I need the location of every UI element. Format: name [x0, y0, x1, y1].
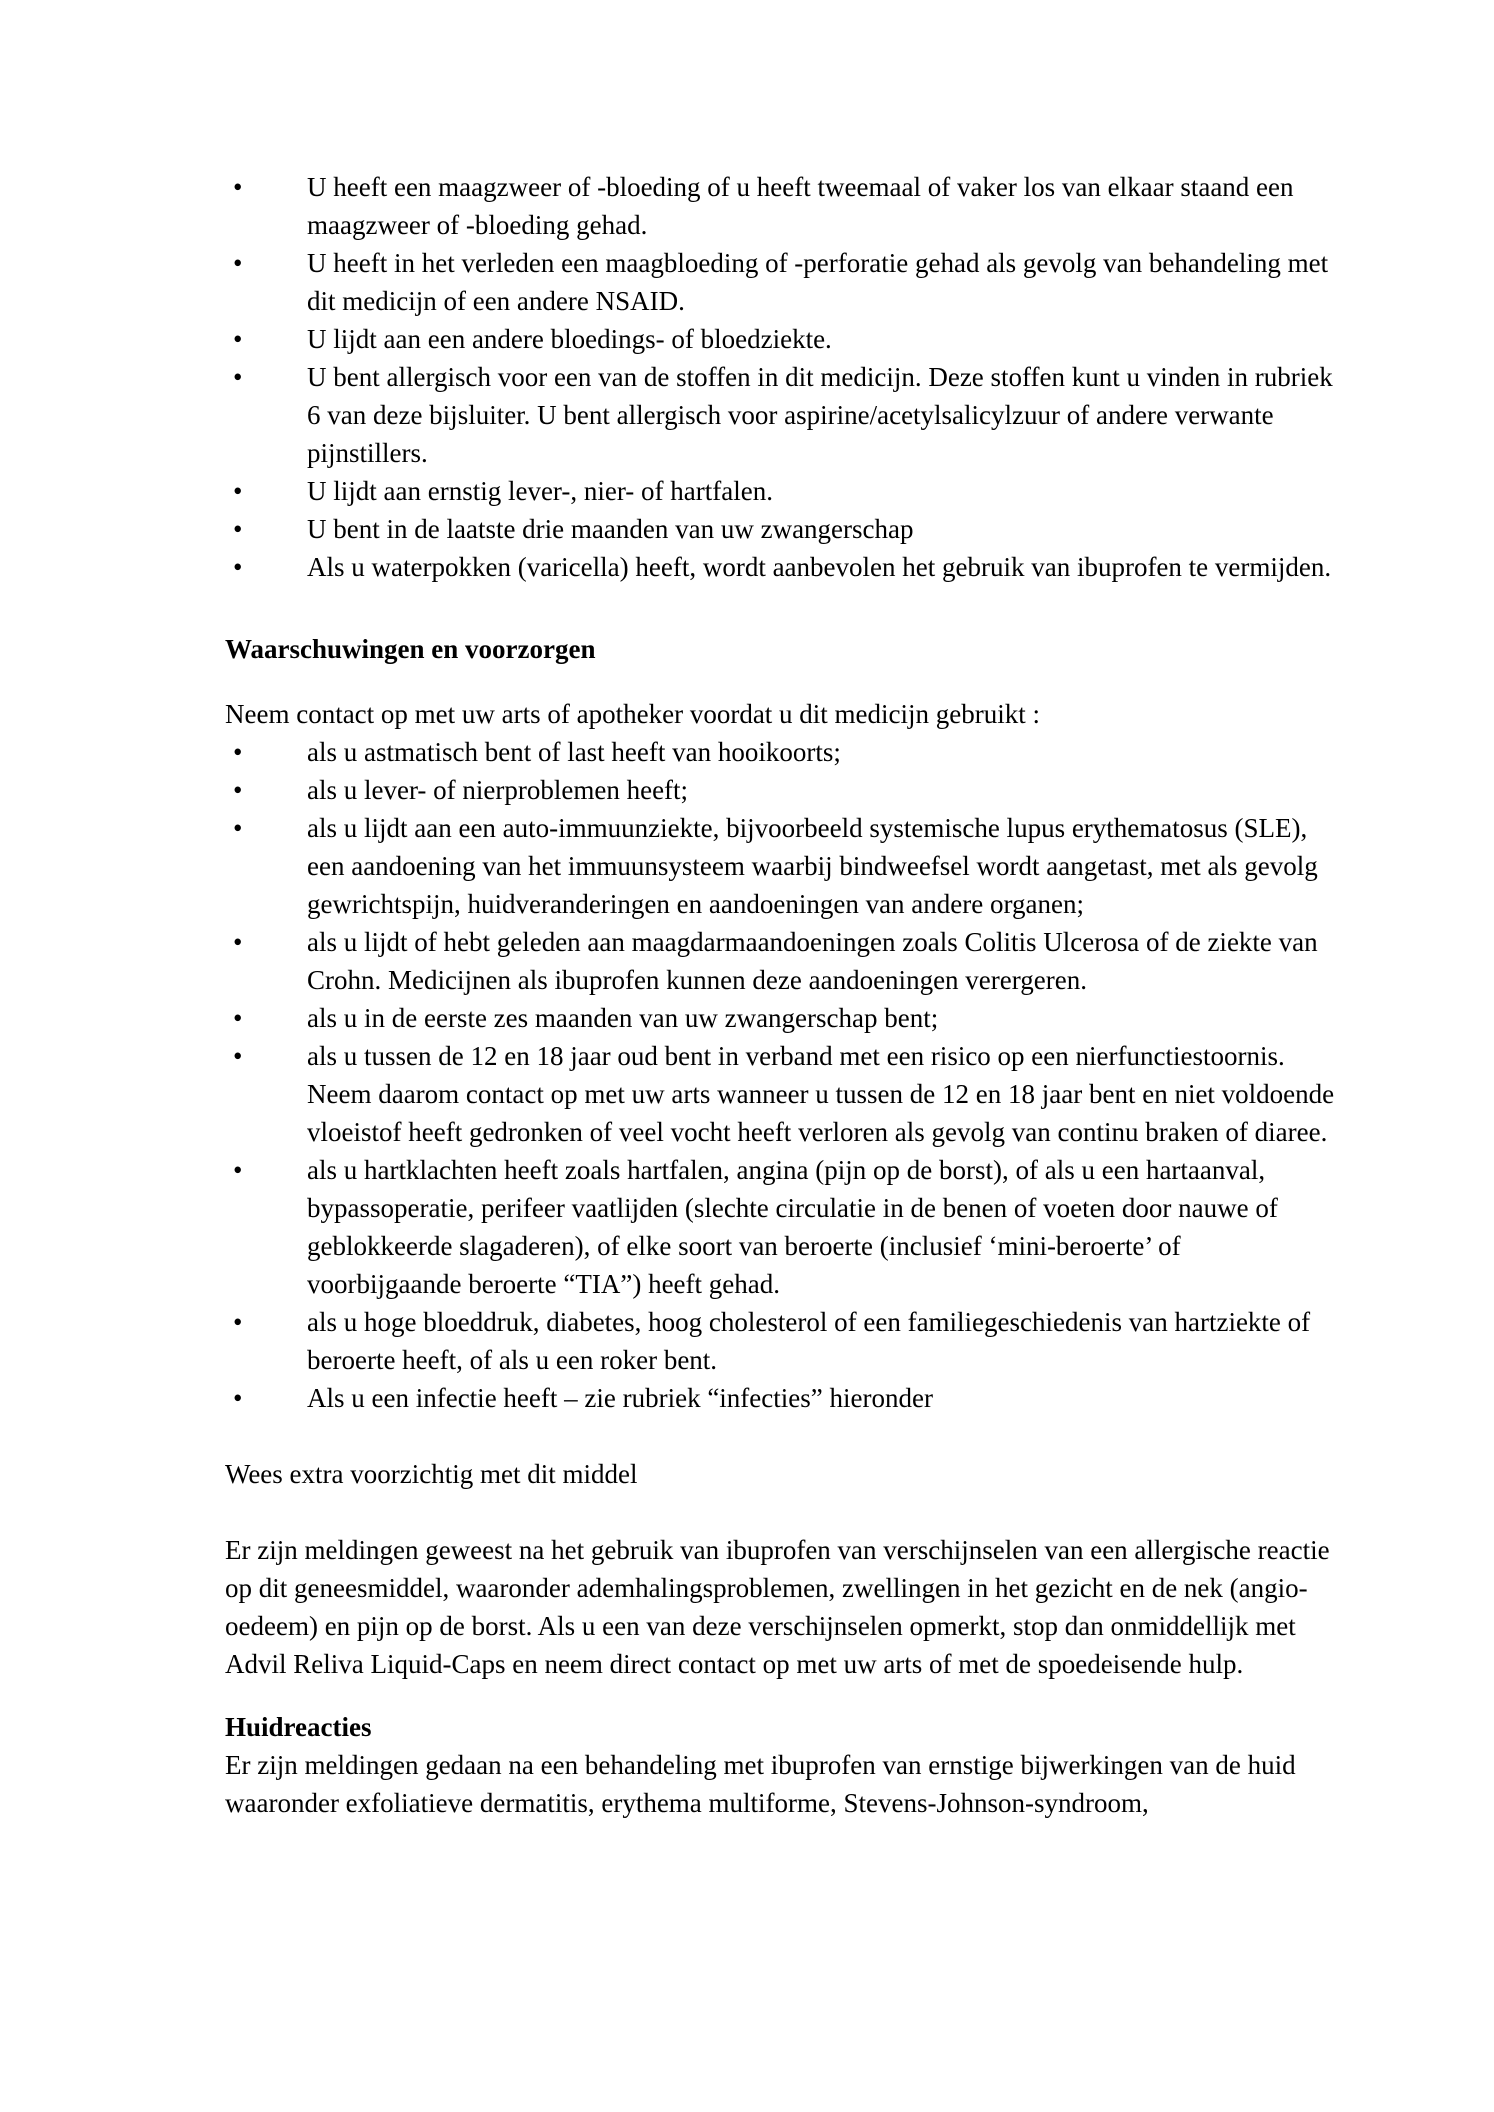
warnings-heading: Waarschuwingen en voorzorgen: [225, 634, 596, 664]
caution-line: Wees extra voorzichtig met dit middel: [225, 1459, 638, 1489]
bullet-icon: •: [233, 514, 243, 544]
list-item: [225, 1151, 1340, 1303]
list-item-text: Als u een infectie heeft – zie rubriek “infecties” hieronder: [307, 1383, 933, 1413]
list-item-text: Als u waterpokken (varicella) heeft, wordt aanbevolen het gebruik van ibuprofen te vermijden.: [307, 552, 1332, 582]
list-item-text: U bent allergisch voor een van de stoffen in dit medicijn. Deze stoffen kunt u vinden in rubriek 6 van deze bijsluiter. U bent allergisch voor aspirine/acetylsalicylzuur of andere verwante pijnstillers.: [307, 362, 1333, 468]
bullet-icon: •: [233, 1383, 243, 1413]
allergy-paragraph: Er zijn meldingen geweest na het gebruik van ibuprofen van verschijnselen van een allergische reactie op dit geneesmiddel, waaronder ademhalingsproblemen, zwellingen in het gezicht en de nek (angio-oedeem) en pijn op de borst. Als u een van deze verschijnselen opmerkt, stop dan onmiddellijk met Advil Reliva Liquid-Caps en neem direct contact op met uw arts of met de spoedeisende hulp.: [225, 1535, 1330, 1679]
contraindications-list: [225, 168, 1340, 586]
bullet-icon: •: [233, 324, 243, 354]
list-item: [225, 1037, 1340, 1151]
list-item: [225, 510, 1340, 548]
document-content: [225, 168, 1340, 1822]
list-item-text: als u lijdt of hebt geleden aan maagdarmaandoeningen zoals Colitis Ulcerosa of de ziekte van Crohn. Medicijnen als ibuprofen kunnen deze aandoeningen verergeren.: [307, 927, 1318, 995]
list-item-text: als u astmatisch bent of last heeft van hooikoorts;: [307, 737, 841, 767]
list-item: [225, 733, 1340, 771]
bullet-icon: •: [233, 1155, 243, 1185]
list-item: [225, 1303, 1340, 1379]
list-item: [225, 771, 1340, 809]
list-item: [225, 999, 1340, 1037]
list-item-text: U lijdt aan ernstig lever-, nier- of hartfalen.: [307, 476, 773, 506]
bullet-icon: •: [233, 775, 243, 805]
skin-paragraph: Er zijn meldingen gedaan na een behandeling met ibuprofen van ernstige bijwerkingen van de huid waaronder exfoliatieve dermatitis, erythema multiforme, Stevens-Johnson-syndroom,: [225, 1750, 1296, 1818]
bullet-icon: •: [233, 927, 243, 957]
list-item: [225, 548, 1340, 586]
list-item: [225, 923, 1340, 999]
list-item: [225, 358, 1340, 472]
list-item-text: als u hoge bloeddruk, diabetes, hoog cholesterol of een familiegeschiedenis van hartziekte of beroerte heeft, of als u een roker bent.: [307, 1307, 1311, 1375]
warnings-list: [225, 733, 1340, 1417]
bullet-icon: •: [233, 1041, 243, 1071]
list-item-text: U heeft een maagzweer of -bloeding of u heeft tweemaal of vaker los van elkaar staand een maagzweer of -bloeding gehad.: [307, 172, 1294, 240]
skin-heading: Huidreacties: [225, 1712, 372, 1742]
list-item: [225, 244, 1340, 320]
bullet-icon: •: [233, 172, 243, 202]
list-item-text: U lijdt aan een andere bloedings- of bloedziekte.: [307, 324, 832, 354]
bullet-icon: •: [233, 476, 243, 506]
bullet-icon: •: [233, 552, 243, 582]
bullet-icon: •: [233, 248, 243, 278]
list-item: [225, 168, 1340, 244]
list-item-text: als u lever- of nierproblemen heeft;: [307, 775, 689, 805]
warnings-intro: Neem contact op met uw arts of apotheker voordat u dit medicijn gebruikt :: [225, 699, 1041, 729]
list-item: [225, 472, 1340, 510]
list-item: [225, 320, 1340, 358]
list-item: [225, 809, 1340, 923]
list-item-text: U bent in de laatste drie maanden van uw zwangerschap: [307, 514, 914, 544]
bullet-icon: •: [233, 1003, 243, 1033]
list-item-text: als u lijdt aan een auto-immuunziekte, bijvoorbeeld systemische lupus erythematosus (SLE), een aandoening van het immuunsysteem waarbij bindweefsel wordt aangetast, met als gevolg gewrichtspijn, huidveranderingen en aandoeningen van andere organen;: [307, 813, 1318, 919]
bullet-icon: •: [233, 813, 243, 843]
bullet-icon: •: [233, 1307, 243, 1337]
list-item-text: als u hartklachten heeft zoals hartfalen, angina (pijn op de borst), of als u een hartaanval, bypassoperatie, perifeer vaatlijden (slechte circulatie in de benen of voeten door nauwe of geblokkeerde slagaderen), of elke soort van beroerte (inclusief ‘mini-beroerte’ of voorbijgaande beroerte “TIA”) heeft gehad.: [307, 1155, 1278, 1299]
bullet-icon: •: [233, 737, 243, 767]
list-item-text: als u in de eerste zes maanden van uw zwangerschap bent;: [307, 1003, 939, 1033]
list-item: [225, 1379, 1340, 1417]
list-item-text: als u tussen de 12 en 18 jaar oud bent in verband met een risico op een nierfunctiestoornis. Neem daarom contact op met uw arts wanneer u tussen de 12 en 18 jaar bent en niet voldoende vloeistof heeft gedronken of veel vocht heeft verloren als gevolg van continu braken of diaree.: [307, 1041, 1335, 1147]
bullet-icon: •: [233, 362, 243, 392]
list-item-text: U heeft in het verleden een maagbloeding of -perforatie gehad als gevolg van behandeling met dit medicijn of een andere NSAID.: [307, 248, 1329, 316]
